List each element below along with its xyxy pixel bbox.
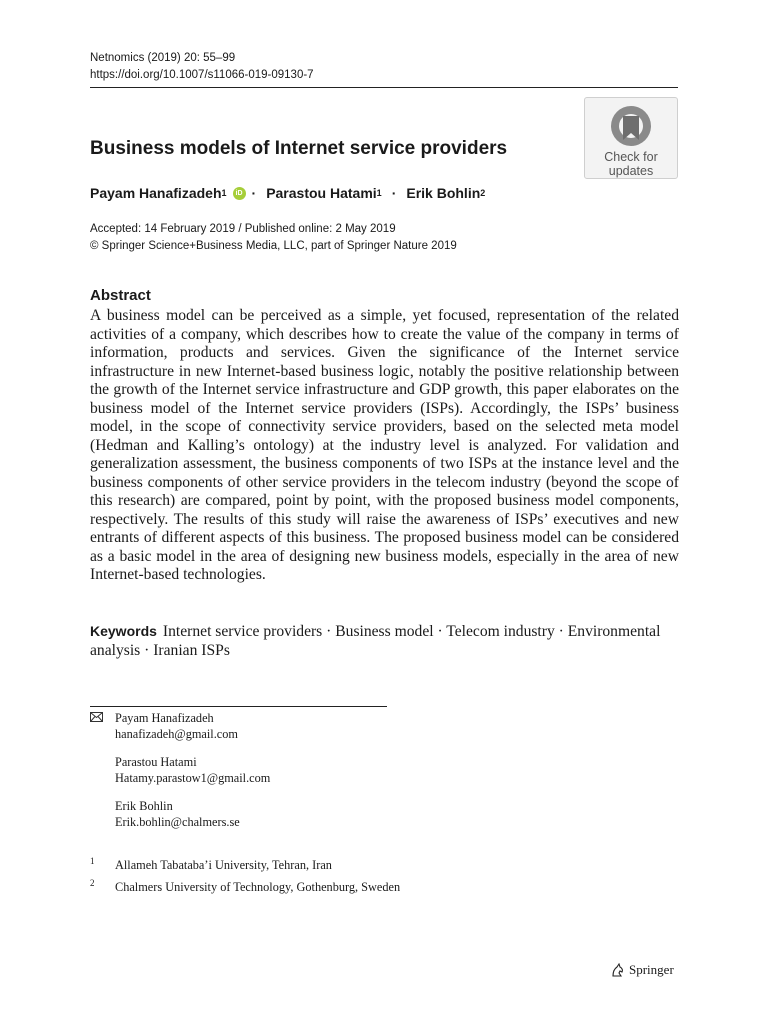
badge-line2: updates	[608, 164, 654, 178]
copyright-line: © Springer Science+Business Media, LLC, part of Springer Nature 2019	[90, 240, 457, 252]
badge-line1: Check for	[604, 150, 658, 164]
keywords-section	[90, 622, 679, 660]
contact-name: Payam Hanafizadeh	[115, 711, 214, 725]
envelope-icon	[90, 712, 103, 722]
contact-email[interactable]: hanafizadeh@gmail.com	[115, 727, 238, 741]
author-name[interactable]: Payam Hanafizadeh	[90, 185, 222, 201]
contact-list	[115, 710, 270, 830]
abstract-heading: Abstract	[90, 287, 151, 304]
publisher-name: Springer	[629, 962, 674, 977]
author-affiliation-marker: 1	[221, 188, 227, 198]
affiliation-text: Allameh Tabataba’i University, Tehran, Iran	[115, 858, 332, 872]
contact-name: Parastou Hatami	[115, 755, 197, 769]
affiliation-number: 2	[90, 878, 95, 888]
article-title: Business models of Internet service providers	[90, 138, 508, 159]
affiliation-text: Chalmers University of Technology, Gothenburg, Sweden	[115, 880, 401, 894]
journal-header	[90, 50, 314, 84]
keywords-label: Keywords	[90, 623, 157, 639]
abstract-text: A business model can be perceived as a simple, yet focused, representation of the related activities of a company, which describes how to create the value of the company in terms of information, products and services. Given the significance of the Internet service infrastructure in new Internet-based business logic, notably the positive relationship between the growth of the Internet service infrastructure and GDP growth, this paper elaborates on the business model of the Internet service providers (ISPs). Accordingly, the ISPs’ business model, in the scope of connectivity service providers, based on the selected meta model (Hedman and Kalling’s ontology) at the industry level is analyzed. For validation and generalization assessment, the business components of two ISPs at the instance level and the business components of other service providers in the telecom industry (beyond the scope of this research) are compared, point by point, with the proposed business model components, respectively. The results of this study will raise the awareness of ISPs’ executives and new entrants of different aspects of this business. The proposed business model can be considered as a basic model in the area of designing new business models, especially in the area of new Internet-based technologies.	[90, 307, 679, 583]
doi-link[interactable]: https://doi.org/10.1007/s11066-019-09130-7	[90, 69, 314, 81]
footnote-rule	[90, 706, 387, 707]
check-for-updates-badge[interactable]	[584, 97, 678, 179]
author-name[interactable]: Erik Bohlin	[406, 185, 481, 201]
check-for-updates-icon	[606, 103, 656, 149]
author-affiliation-marker: 2	[480, 188, 486, 198]
affiliation-number: 1	[90, 856, 95, 866]
springer-horse-icon	[610, 963, 625, 978]
author-affiliation-marker: 1	[376, 188, 382, 198]
publication-info	[90, 221, 457, 255]
author-separator: ·	[251, 185, 257, 201]
journal-citation: Netnomics (2019) 20: 55–99	[90, 52, 236, 64]
publication-dates: Accepted: 14 February 2019 / Published online: 2 May 2019	[90, 223, 396, 235]
orcid-icon[interactable]: iD	[233, 187, 246, 200]
contact-name: Erik Bohlin	[115, 799, 173, 813]
author-list	[90, 185, 485, 201]
publisher-logo	[610, 962, 674, 978]
author-separator: ·	[391, 185, 397, 201]
keywords-text: Internet service providers · Business model · Telecom industry · Environmental analysis · Iranian ISPs	[90, 623, 661, 659]
author-name[interactable]: Parastou Hatami	[266, 185, 377, 201]
header-rule	[90, 87, 678, 88]
contact-email[interactable]: Erik.bohlin@chalmers.se	[115, 815, 240, 829]
contact-email[interactable]: Hatamy.parastow1@gmail.com	[115, 771, 271, 785]
